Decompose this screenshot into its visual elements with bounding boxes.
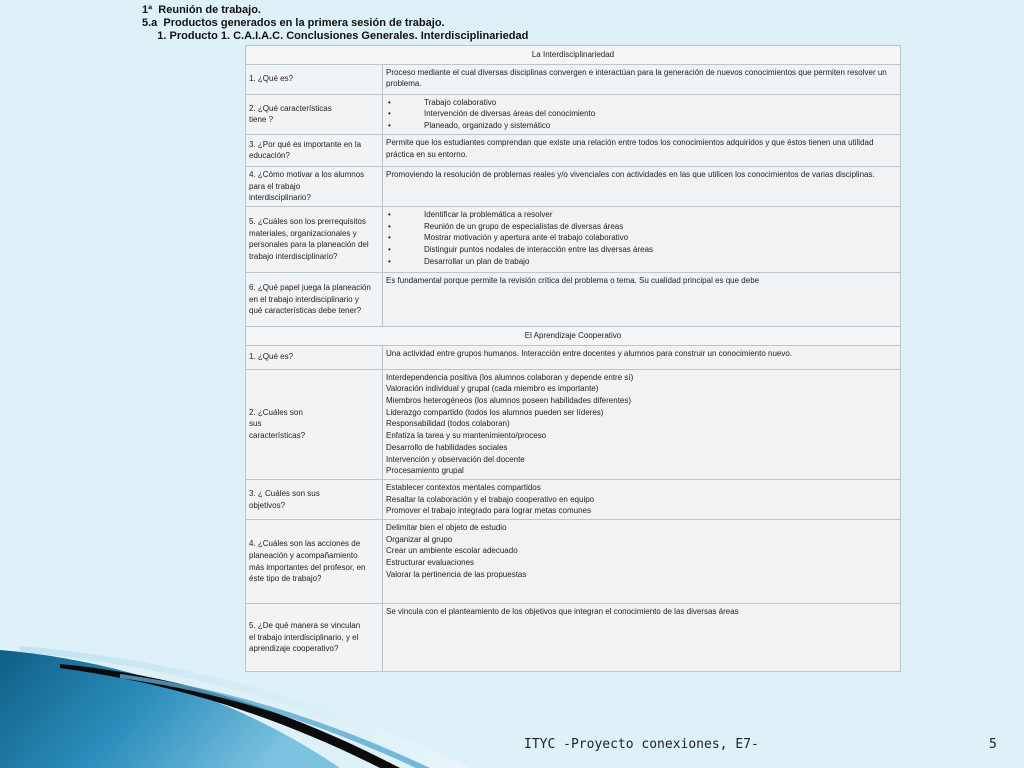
question-cell: 1. ¿Qué es? — [246, 64, 383, 94]
answer-line: Se vincula con el planteamiento de los objetivos que integran el conocimiento de las diversas áreas — [386, 607, 739, 617]
table-row — [246, 345, 901, 369]
answer-lines — [386, 372, 897, 477]
answer-line: Valorar la pertinencia de las propuestas — [386, 569, 527, 579]
answer-lines — [386, 169, 897, 181]
answer-cell — [383, 64, 901, 94]
section-header-row — [246, 326, 901, 345]
bullet-item: • Reunión de un grupo de especialistas de diversas áreas — [386, 221, 897, 233]
slide-header — [142, 4, 528, 43]
answer-line: Enfatiza la tarea y su mantenimiento/proceso — [386, 431, 547, 441]
answer-line: Liderazgo compartido (todos los alumnos pueden ser líderes) — [386, 407, 604, 417]
answer-lines — [386, 482, 897, 517]
answer-line: Organizar al grupo — [386, 534, 453, 544]
footer-title: ITYC -Proyecto conexiones, E7- — [524, 737, 759, 752]
answer-cell — [383, 272, 901, 326]
answer-lines — [386, 606, 897, 618]
answer-cell — [383, 604, 901, 672]
answer-cell — [383, 166, 901, 206]
question-cell: 4. ¿Cómo motivar a los alumnos para el trabajo interdisciplinario? — [246, 166, 383, 206]
answer-cell — [383, 94, 901, 134]
page-number: 5 — [989, 737, 997, 752]
bullet-item: • Desarrollar un plan de trabajo — [386, 256, 897, 268]
question-cell: 3. ¿Por qué es importante en la educación? — [246, 134, 383, 166]
answer-line: Desarrollo de habilidades sociales — [386, 442, 508, 452]
table-row — [246, 369, 901, 479]
table-row — [246, 479, 901, 519]
answer-cell — [383, 134, 901, 166]
table-row — [246, 134, 901, 166]
answer-cell — [383, 206, 901, 272]
question-cell: 2. ¿Qué características tiene ? — [246, 94, 383, 134]
question-cell: 6. ¿Qué papel juega la planeación en el trabajo interdisciplinario y qué características debe tener? — [246, 272, 383, 326]
answer-line: Proceso mediante el cual diversas disciplinas convergen e interactúan para la generación de nuevos conocimientos que permiten resolver un problema. — [386, 67, 887, 89]
question-cell: 1. ¿Qué es? — [246, 345, 383, 369]
table-row — [246, 272, 901, 326]
answer-line: Es fundamental porque permite la revisión crítica del problema o tema. Su cualidad principal es que debe — [386, 275, 760, 285]
bullet-item: • Identificar la problemática a resolver — [386, 209, 897, 221]
answer-cell — [383, 345, 901, 369]
section-header-row — [246, 46, 901, 65]
bullet-item: • Distinguir puntos nodales de interacción entre las diversas áreas — [386, 244, 897, 256]
answer-line: Resaltar la colaboración y el trabajo cooperativo en equipo — [386, 494, 595, 504]
table-row — [246, 94, 901, 134]
answer-lines — [386, 137, 897, 160]
answer-bullet-list — [386, 209, 897, 268]
bullet-item: • Planeado, organizado y sistemático — [386, 120, 897, 132]
header-line-3: 1. Producto 1. C.A.I.A.C. Conclusiones Generales. Interdisciplinariedad — [142, 30, 529, 42]
answer-line: Una actividad entre grupos humanos. Interacción entre docentes y alumnos para construir un conocimiento nuevo. — [386, 348, 793, 358]
answer-line: Intervención y observación del docente — [386, 454, 525, 464]
answer-line: Permite que los estudiantes comprendan que existe una relación entre todos los conocimientos adquiridos y que éstos tienen una utilidad práctica en su entorno. — [386, 137, 874, 159]
question-cell: 5. ¿Cuáles son los prerrequisitos materiales, organizacionales y personales para la planeación del trabajo interdisciplinario? — [246, 206, 383, 272]
header-line-1: 1ª Reunión de trabajo. — [142, 4, 261, 16]
answer-line: Valoración individual y grupal (cada miembro es importante) — [386, 384, 599, 394]
bullet-item: • Intervención de diversas áreas del conocimiento — [386, 108, 897, 120]
answer-cell — [383, 520, 901, 604]
answer-line: Interdependencia positiva (los alumnos colaboran y depende entre sí) — [386, 372, 634, 382]
table-row — [246, 206, 901, 272]
question-cell: 2. ¿Cuáles son sus características? — [246, 369, 383, 479]
section-title: El Aprendizaje Cooperativo — [246, 326, 901, 345]
table-row — [246, 64, 901, 94]
answer-line: Crear un ambiente escolar adecuado — [386, 546, 518, 556]
table-row — [246, 520, 901, 604]
table-row — [246, 166, 901, 206]
answer-line: Promoviendo la resolución de problemas reales y/o vivenciales con actividades en las que utilicen los conocimientos de varias disciplinas. — [386, 169, 875, 179]
conclusions-table — [245, 45, 901, 672]
answer-line: Delimitar bien el objeto de estudio — [386, 523, 507, 533]
bullet-item: • Trabajo colaborativo — [386, 97, 897, 109]
answer-lines — [386, 275, 897, 287]
answer-lines — [386, 67, 897, 90]
answer-line: Miembros heterogéneos (los alumnos poseen habilidades diferentes) — [386, 396, 632, 406]
answer-line: Establecer contextos mentales compartidos — [386, 482, 541, 492]
table-body — [246, 46, 901, 672]
answer-lines — [386, 348, 897, 360]
answer-cell — [383, 369, 901, 479]
answer-lines — [386, 522, 897, 581]
answer-line: Estructurar evaluaciones — [386, 558, 475, 568]
bullet-item: • Mostrar motivación y apertura ante el trabajo colaborativo — [386, 232, 897, 244]
question-cell: 5. ¿De qué manera se vinculan el trabajo interdisciplinario, y el aprendizaje cooperativo? — [246, 604, 383, 672]
answer-line: Promover el trabajo integrado para lograr metas comunes — [386, 506, 591, 516]
answer-line: Responsabilidad (todos colaboran) — [386, 419, 510, 429]
section-title: La Interdisciplinariedad — [246, 46, 901, 65]
question-cell: 3. ¿ Cuáles son sus objetivos? — [246, 479, 383, 519]
table-row — [246, 604, 901, 672]
question-cell: 4. ¿Cuáles son las acciones de planeación y acompañamiento más importantes del profesor, en éste tipo de trabajo? — [246, 520, 383, 604]
answer-bullet-list — [386, 97, 897, 132]
answer-line: Procesamiento grupal — [386, 466, 464, 476]
answer-cell — [383, 479, 901, 519]
header-line-2: 5.a Productos generados en la primera sesión de trabajo. — [142, 17, 445, 29]
